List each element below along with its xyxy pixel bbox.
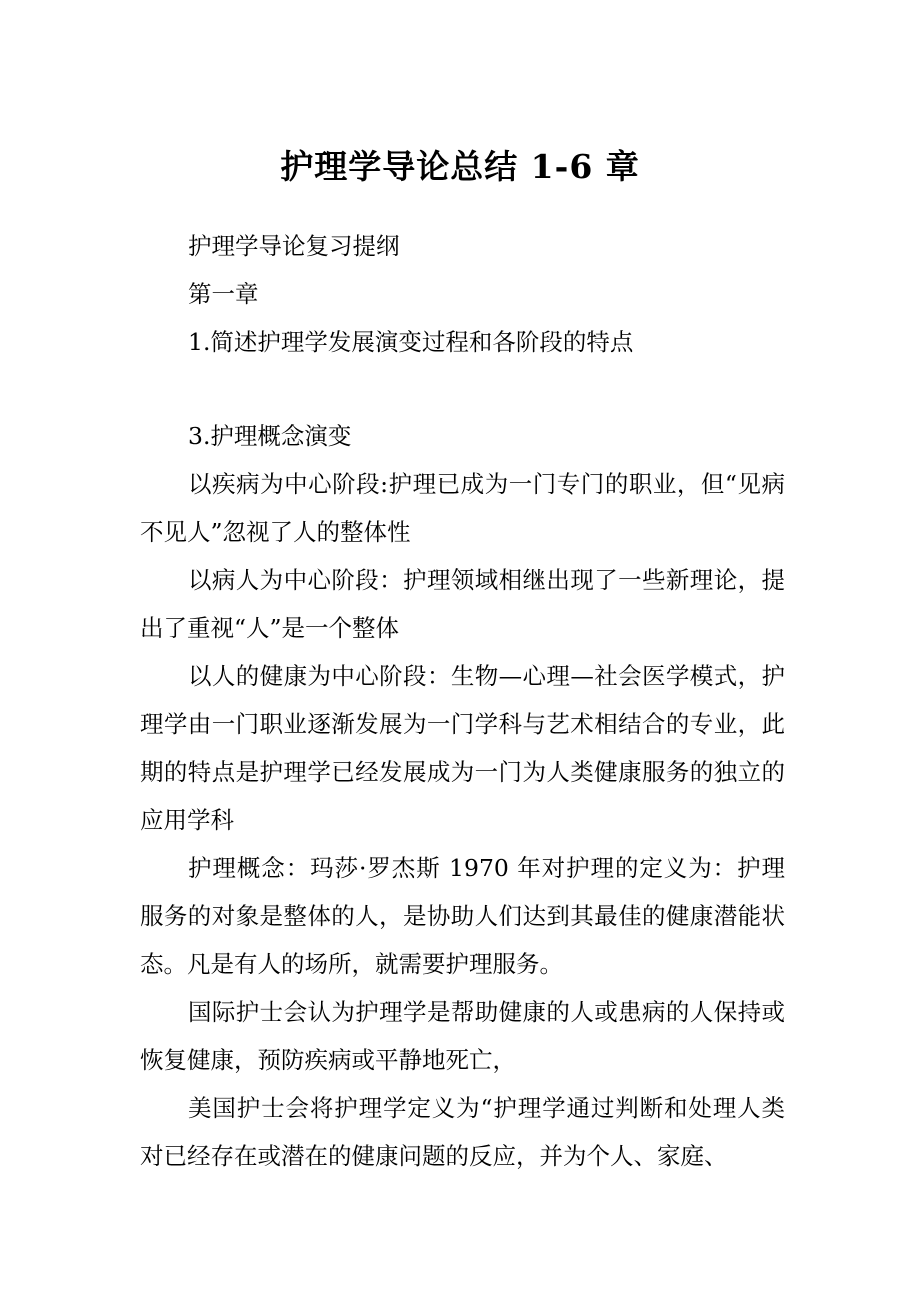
document-body bbox=[140, 222, 785, 1180]
paragraph-outline-heading: 护理学导论复习提纲 bbox=[188, 232, 400, 260]
paragraph-health-centered: 以人的健康为中心阶段：生物—心理—社会医学模式，护理学由一门职业逐渐发展为一门学科与艺术相结合的专业，此期的特点是护理学已经发展成为一门为人类健康服务的独立的应用学科 bbox=[140, 662, 785, 834]
paragraph-question-1: 1.简述护理学发展演变过程和各阶段的特点 bbox=[188, 328, 634, 356]
paragraph-disease-centered: 以疾病为中心阶段:护理已成为一门专门的职业，但“见病不见人”忽视了人的整体性 bbox=[140, 470, 785, 546]
paragraph-patient-centered: 以病人为中心阶段：护理领域相继出现了一些新理论，提出了重视“人”是一个整体 bbox=[140, 566, 785, 642]
document-title: 护理学导论总结 1-6 章 bbox=[280, 147, 640, 186]
paragraph-ana-definition: 美国护士会将护理学定义为“护理学通过判断和处理人类对已经存在或潜在的健康问题的反应，并为个人、家庭、 bbox=[140, 1094, 785, 1170]
paragraph-icn-definition: 国际护士会认为护理学是帮助健康的人或患病的人保持或恢复健康，预防疾病或平静地死亡， bbox=[140, 998, 785, 1074]
paragraph-question-3: 3.护理概念演变 bbox=[188, 422, 352, 450]
blank-line bbox=[140, 366, 785, 412]
paragraph-nursing-concept: 护理概念：玛莎·罗杰斯 1970 年对护理的定义为：护理服务的对象是整体的人，是协助人们达到其最佳的健康潜能状态。凡是有人的场所，就需要护理服务。 bbox=[140, 854, 785, 978]
paragraph-chapter-one: 第一章 bbox=[188, 280, 259, 308]
